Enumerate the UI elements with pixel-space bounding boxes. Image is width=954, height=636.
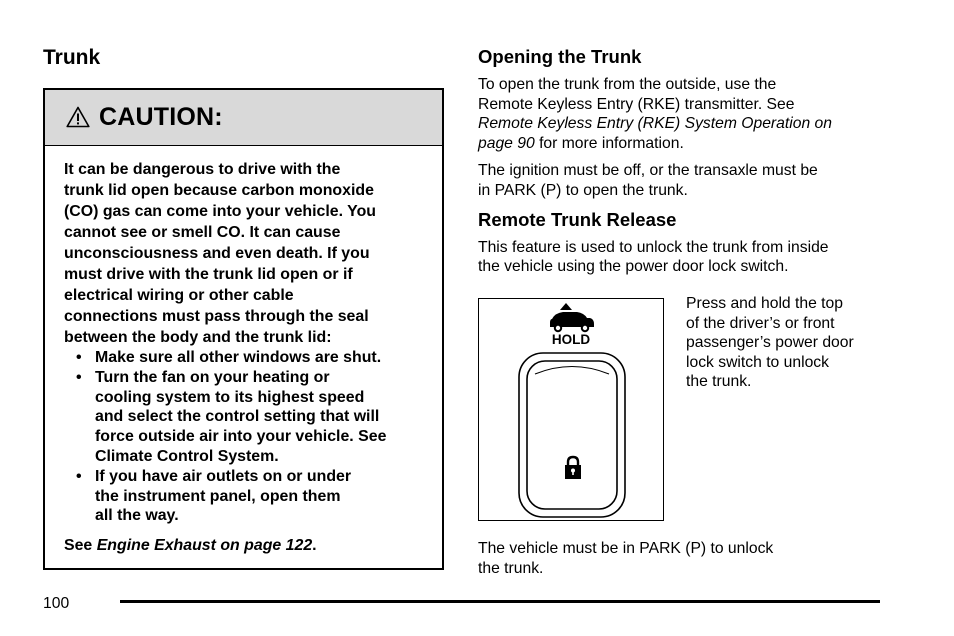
release-heading: Remote Trunk Release xyxy=(478,208,677,230)
bullet-item: • Make sure all other windows are shut. xyxy=(76,349,382,366)
bullet-item: • Turn the fan on your heating or cooling system to its highest speed and select the control setting that will force outside air into your vehicle. See Climate Control System. xyxy=(76,368,387,465)
opening-paragraph-1: To open the trunk from the outside, use the Remote Keyless Entry (RKE) transmitter. See Remote Keyless Entry (RKE) System Operation on page 90 for more information. xyxy=(478,76,832,152)
figure-caption: Press and hold the top of the driver’s or front passenger’s power door lock switch to unlock the trunk. xyxy=(686,295,854,391)
caution-text: It can be dangerous to drive with the trunk lid open because carbon monoxide (CO) gas can come into your vehicle. You cannot see or smell CO. It can cause unconsciousness and even death. If you must drive with the trunk lid open or if electrical wiring or other cable connections must pass through the seal between the body and the trunk lid: xyxy=(64,161,377,346)
lock-switch xyxy=(519,353,625,517)
see-reference: See Engine Exhaust on page 122. xyxy=(64,537,317,555)
caution-bullet-list xyxy=(64,348,442,526)
bullet-item: • If you have air outlets on or under the instrument panel, open them all the way. xyxy=(76,467,352,525)
caution-box xyxy=(43,88,444,570)
car-trunk-open-icon xyxy=(550,303,594,331)
caution-body xyxy=(45,146,442,556)
rke-reference-page: page 90 xyxy=(478,134,535,152)
section-title: Trunk xyxy=(43,46,101,69)
right-column xyxy=(478,44,888,277)
caution-label: CAUTION: xyxy=(99,103,223,131)
rke-reference: Remote Keyless Entry (RKE) System Operation on xyxy=(478,115,832,133)
footer-rule xyxy=(120,600,880,603)
park-note: The vehicle must be in PARK (P) to unlock the trunk. xyxy=(478,540,774,577)
release-paragraph: This feature is used to unlock the trunk from inside the vehicle using the power door lock switch. xyxy=(478,238,829,276)
page-number: 100 xyxy=(43,595,70,612)
opening-heading: Opening the Trunk xyxy=(478,46,642,67)
door-lock-switch-figure xyxy=(478,298,664,521)
hold-label: HOLD xyxy=(551,332,591,347)
caution-header xyxy=(45,90,442,146)
opening-paragraph-2: The ignition must be off, or the transaxle must be in PARK (P) to open the trunk. xyxy=(478,162,818,199)
see-reference-link: Engine Exhaust on page 122 xyxy=(96,537,313,555)
warning-triangle-icon xyxy=(66,106,90,128)
